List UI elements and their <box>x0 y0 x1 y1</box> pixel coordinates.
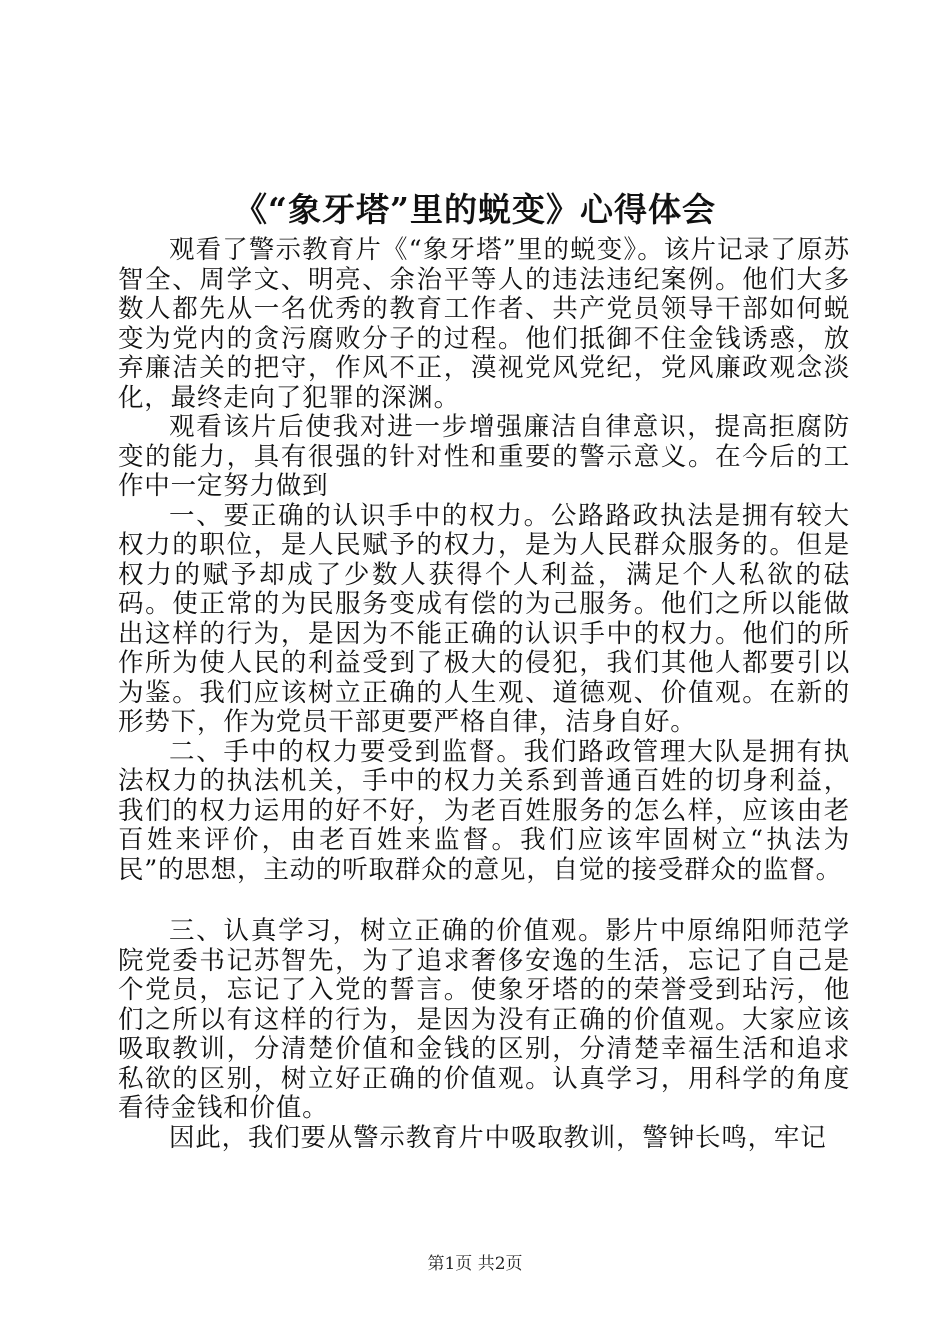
paragraph-conclusion: 因此，我们要从警示教育片中吸取教训，警钟长鸣，牢记 <box>169 1122 827 1153</box>
document-body <box>118 236 850 1153</box>
paragraph-point-one: 一、要正确的认识手中的权力。公路路政执法是拥有较大权力的职位，是人民赋予的权力，是为人民群众服务的。但是权力的赋予却成了少数人获得个人利益，满足个人私欲的砝码。使正常的为民服务变成有偿的为己服务。他们之所以能做出这样的行为，是因为不能正确的认识手中的权力。他们的所作所为使人民的利益受到了极大的侵犯，我们其他人都要引以为鉴。我们应该树立正确的人生观、道德观、价值观。在新的形势下，作为党员干部更要严格自律，洁身自好。 <box>118 500 850 737</box>
paragraph-point-three: 三、认真学习，树立正确的价值观。影片中原绵阳师范学院党委书记苏智先，为了追求奢侈安逸的生活，忘记了自己是个党员，忘记了入党的誓言。使象牙塔的的荣誉受到玷污，他们之所以有这样的行为，是因为没有正确的价值观。大家应该吸取教训，分清楚价值和金钱的区别，分清楚幸福生活和追求私欲的区别，树立好正确的价值观。认真学习，用科学的角度看待金钱和价值。 <box>118 916 850 1123</box>
page-number-footer: 第1页 共2页 <box>427 1254 523 1274</box>
paragraph-reflection: 观看该片后使我对进一步增强廉洁自律意识，提高拒腐防变的能力，具有很强的针对性和重要的警示意义。在今后的工作中一定努力做到 <box>118 412 850 501</box>
paragraph-intro: 观看了警示教育片《“象牙塔”里的蜕变》。该片记录了原苏智全、周学文、明亮、余治平等人的违法违纪案例。他们大多数人都先从一名优秀的教育工作者、共产党员领导干部如何蜕变为党内的贪污腐败分子的过程。他们抵御不住金钱诱惑，放弃廉洁关的把守，作风不正，漠视党风党纪，党风廉政观念淡化，最终走向了犯罪的深渊。 <box>118 235 850 413</box>
document-title: 《“象牙塔”里的蜕变》心得体会 <box>234 190 716 229</box>
paragraph-point-two: 二、手中的权力要受到监督。我们路政管理大队是拥有执法权力的执法机关，手中的权力关系到普通百姓的切身利益，我们的权力运用的好不好，为老百姓服务的怎么样，应该由老百姓来评价，由老百姓来监督。我们应该牢固树立“执法为民”的思想，主动的听取群众的意见，自觉的接受群众的监督。 <box>118 736 850 885</box>
